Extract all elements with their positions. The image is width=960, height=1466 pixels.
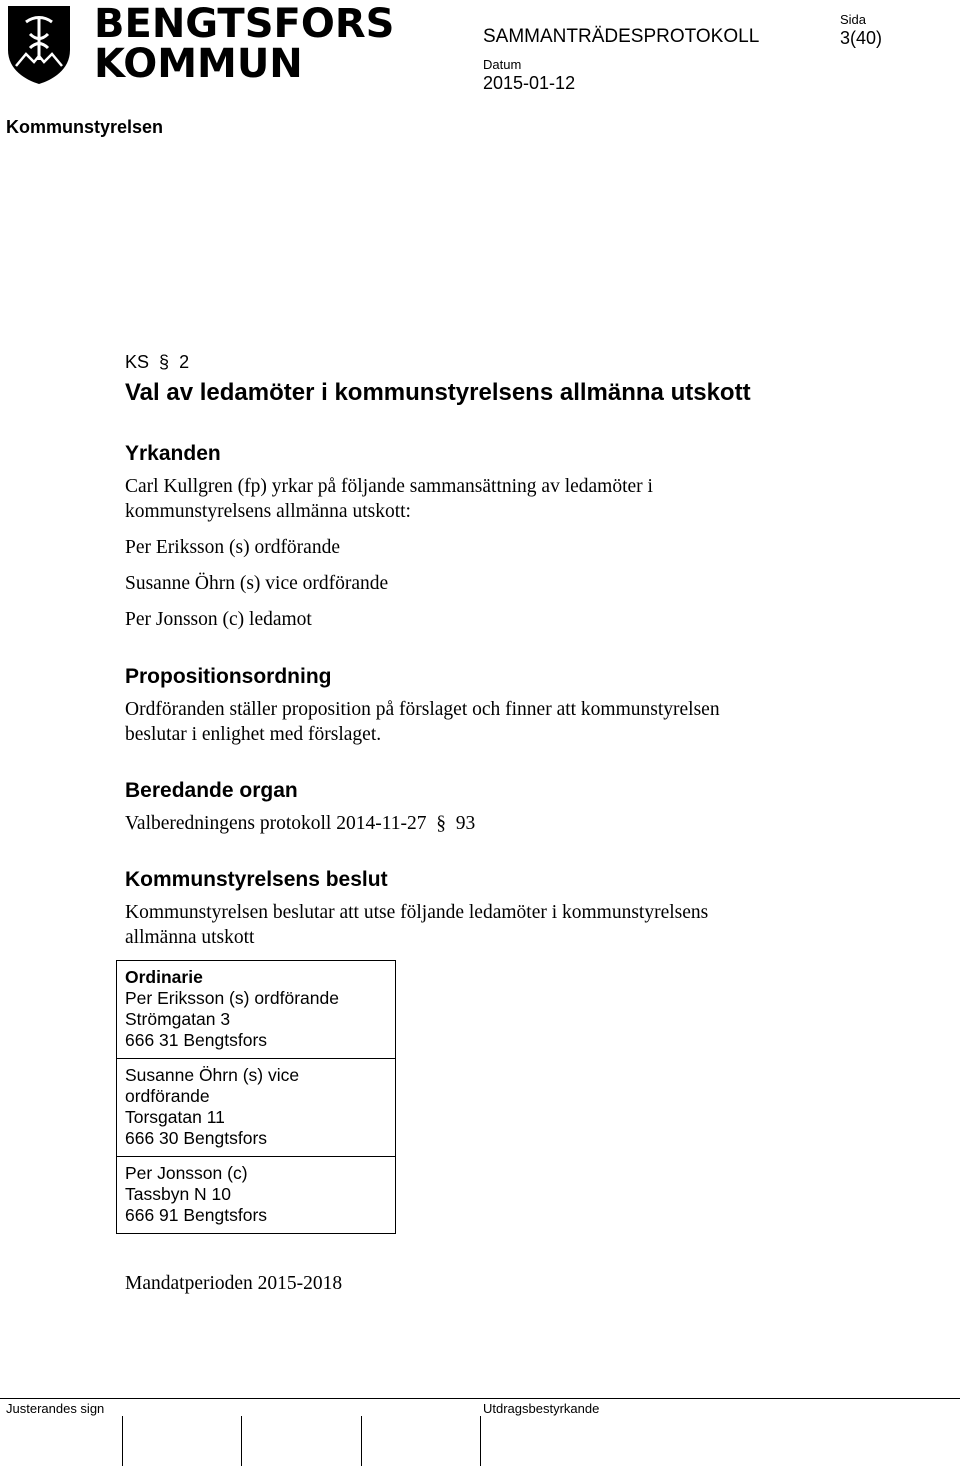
propositionsordning-text [125,697,825,747]
organ-name: Kommunstyrelsen [6,117,164,137]
page-number: 3(40) [840,28,883,48]
table-cell-line: ordförande [125,1086,210,1106]
document-title: SAMMANTRÄDESPROTOKOLL [483,26,760,47]
paragraph-sign-icon: § [154,352,175,372]
signature-box-divider [361,1416,362,1466]
beslut-line1: Kommunstyrelsen beslutar att utse följande ledamöter i kommunstyrelsens [125,902,709,923]
beredande-number: 93 [455,813,476,834]
section-title: Val av ledamöter i kommunstyrelsens allmänna utskott [125,379,751,406]
section-number [125,352,189,373]
date-value: 2015-01-12 [483,73,576,93]
yrkanden-intro [125,474,825,524]
members-table [116,960,396,1234]
table-cell-line: Strömgatan 3 [125,1009,231,1029]
propositionsordning-line2: beslutar i enlighet med förslaget. [125,724,382,745]
footer-divider [0,1398,960,1399]
table-cell-line: Per Eriksson (s) ordförande [125,988,339,1008]
paragraph-sign-icon: § [431,813,451,834]
table-cell-line: 666 30 Bengtsfors [125,1128,268,1148]
signature-box-divider [122,1416,123,1466]
ks-label: KS [125,352,150,372]
table-cell-line: Per Jonsson (c) [125,1163,248,1183]
mandate-period: Mandatperioden 2015-2018 [125,1273,343,1294]
yrkanden-member-2: Susanne Öhrn (s) vice ordförande [125,573,389,594]
table-cell-line: Torsgatan 11 [125,1107,225,1127]
yrkanden-member-1: Per Eriksson (s) ordförande [125,537,340,558]
table-row [117,961,395,1058]
beredande-heading: Beredande organ [125,779,298,802]
signature-box-divider [241,1416,242,1466]
table-row [117,1156,395,1233]
beslut-heading: Kommunstyrelsens beslut [125,868,388,891]
yrkanden-member-3: Per Jonsson (c) ledamot [125,609,312,630]
signature-box-divider [480,1416,481,1466]
table-row [117,1058,395,1156]
beredande-reference: Valberedningens protokoll 2014-11-27 [125,813,427,834]
beredande-text [125,811,825,836]
coat-of-arms-icon [6,4,72,86]
propositionsordning-heading: Propositionsordning [125,665,332,688]
beslut-line2: allmänna utskott [125,927,255,948]
propositionsordning-line1: Ordföranden ställer proposition på förslaget och finner att kommunstyrelsen [125,699,720,720]
yrkanden-heading: Yrkanden [125,442,221,465]
page-label: Sida [840,12,867,27]
beslut-text [125,900,825,950]
justerandes-sign-label: Justerandes sign [6,1401,105,1416]
utdragsbestyrkande-label: Utdragsbestyrkande [483,1401,600,1416]
table-header: Ordinarie [125,967,203,987]
table-cell-line: 666 31 Bengtsfors [125,1030,268,1050]
date-label: Datum [483,57,522,72]
brand-name-line1: BENGTSFORS [94,1,395,47]
table-cell-line: 666 91 Bengtsfors [125,1205,268,1225]
table-cell-line: Susanne Öhrn (s) vice [125,1065,300,1085]
table-cell-line: Tassbyn N 10 [125,1184,232,1204]
ks-number: 2 [179,352,190,372]
yrkanden-intro-line1: Carl Kullgren (fp) yrkar på följande sammansättning av ledamöter i [125,476,653,497]
brand-name-line2: KOMMUN [94,41,303,87]
yrkanden-intro-line2: kommunstyrelsens allmänna utskott: [125,501,411,522]
header-logo [6,1,395,87]
